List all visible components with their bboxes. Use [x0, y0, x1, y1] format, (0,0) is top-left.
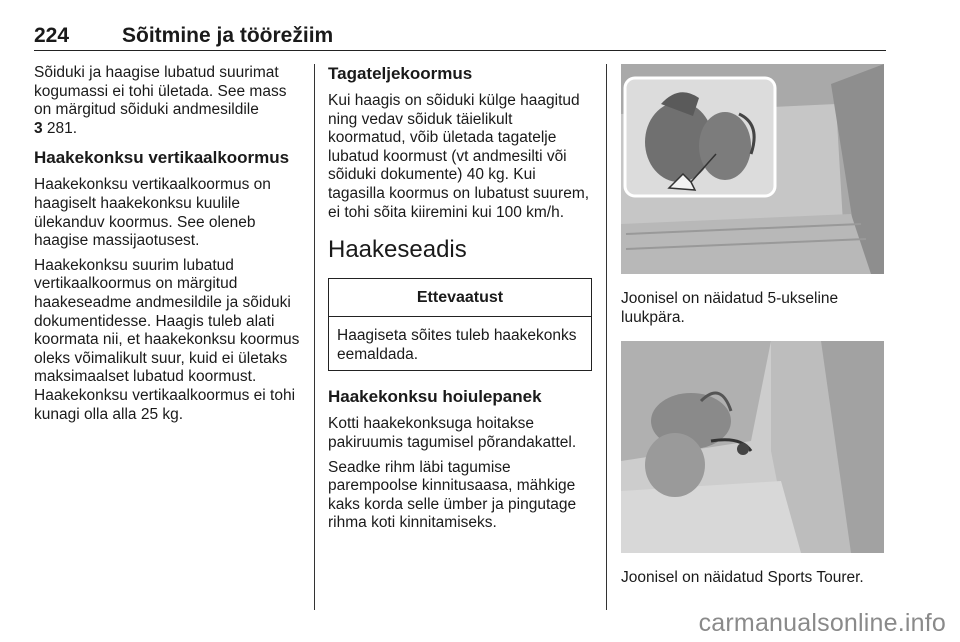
trunk-illustration-sports-tourer	[621, 341, 884, 553]
caution-box	[328, 278, 592, 371]
paragraph-storage-1: Kotti haakekonksuga hoitakse pakiruumis tagumisel põrandakattel.	[328, 415, 577, 451]
figure-sports-tourer-trunk	[621, 341, 884, 553]
paragraph-vertical-load-2: Haakekonksu suurim lubatud vertikaalkoormus on märgitud haakeseadme andmesildile ja sõiduki dokumentidesse. Haagis tuleb alati koormata nii, et haakekonksu koormus oleks võimalikult suur, kuid ei ületaks maksimaalset lubatud koormust. Haakekonksu vertikaalkoormus ei tohi kunagi olla alla 25 kg.	[34, 256, 300, 423]
page-header	[34, 24, 886, 51]
paragraph-vertical-load-1: Haakekonksu vertikaalkoormus on haagiselt haakekonksu kuulile ülekanduv koormus. See oleneb haagise massijaotusest.	[34, 176, 271, 250]
intro-paragraph: Sõiduki ja haagise lubatud suurimat kogumassi ei tohi ületada. See mass on märgitud sõiduki andmesildile 3 281.	[34, 64, 287, 137]
column-divider	[606, 64, 607, 610]
caution-text: Haagiseta sõites tuleb haakekonks eemaldada.	[337, 327, 577, 363]
paragraph-storage-2: Seadke rihm läbi tagumise parempoolse kinnitusaasa, mähkige kaks korda selle ümber ja pingutage rihma koti kinnitamiseks.	[328, 458, 577, 532]
caution-title: Ettevaatust	[329, 279, 591, 317]
trunk-illustration-hatchback	[621, 64, 884, 274]
figure-caption-hatchback: Joonisel on näidatud 5-ukseline luukpära.	[621, 290, 839, 326]
site-watermark: carmanualsonline.info	[698, 609, 946, 637]
page-ref: 281.	[42, 119, 78, 137]
column-middle	[328, 64, 592, 539]
main-title-towbar: Haakeseadis	[328, 236, 467, 264]
column-right	[621, 64, 886, 588]
section-title-vertical-load: Haakekonksu vertikaalkoormus	[34, 148, 290, 168]
column-divider	[314, 64, 315, 610]
section-title-rear-axle: Tagateljekoormus	[328, 64, 473, 83]
figure-caption-sports-tourer: Joonisel on näidatud Sports Tourer.	[621, 569, 864, 587]
chapter-title: Sõitmine ja töörežiim	[122, 24, 334, 47]
figure-hatchback-trunk	[621, 64, 884, 274]
column-left	[34, 64, 300, 430]
paragraph-rear-axle: Kui haagis on sõiduki külge haagitud ning vedav sõiduk täielikult koormatud, võib ületada tagatelje lubatud koormust (vt andmesilti või sõiduki dokumente) 40 kg. Kui tagasilla koormus on lubatust suurem, ei tohi sõita kiiremini kui 100 km/h.	[328, 92, 590, 221]
section-title-storage: Haakekonksu hoiulepanek	[328, 387, 542, 407]
page-ref-arrow-icon: 3	[34, 119, 43, 137]
page-number: 224	[34, 24, 70, 47]
